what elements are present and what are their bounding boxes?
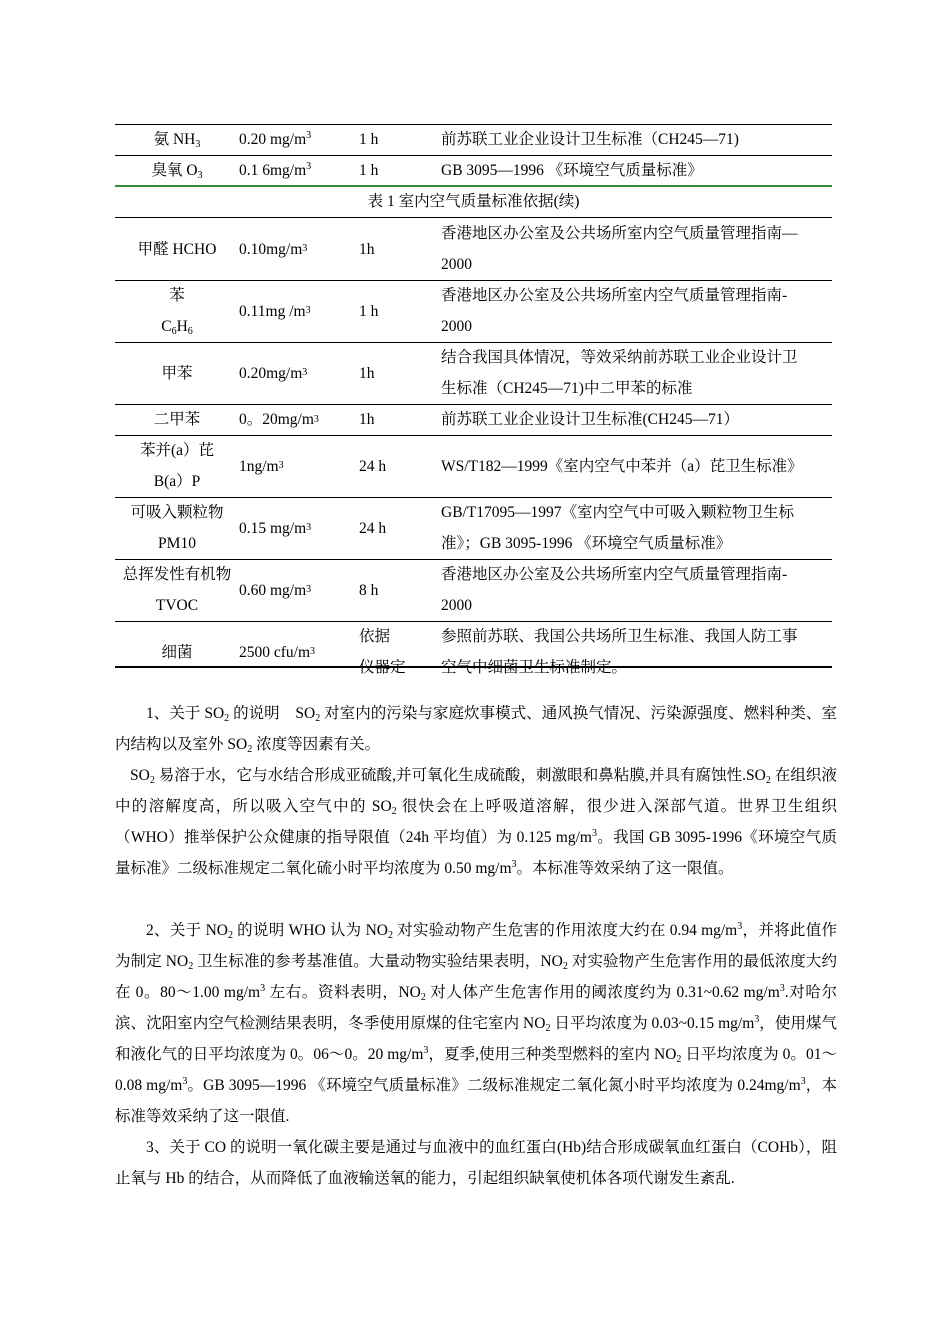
averaging-time: 24 h bbox=[359, 457, 387, 475]
averaging-time: 1h bbox=[359, 411, 375, 428]
averaging-time: 1 h bbox=[359, 131, 379, 148]
standard-basis: 参照前苏联、我国公共场所卫生标准、我国人防工事 bbox=[441, 628, 798, 645]
concentration-value: 2500 cfu/m 3 bbox=[239, 643, 316, 661]
paragraph-so2-intro: 1、关于 $SO_2$ 的说明 $SO_2$ 对室内的污染与家庭炊事模式、通风换气情况、污染源强度、燃料种类、室内结构以及室外 $SO_2$ 浓度等因素有关。 bbox=[115, 705, 837, 755]
substance-name: 可吸入颗粒物 PM10 bbox=[130, 504, 224, 552]
concentration-value: 0.1 6mg/m bbox=[239, 162, 307, 179]
standard-basis: WS/T182—1999《室内空气中苯并（a）芘卫生标准》 bbox=[441, 457, 803, 475]
paragraph-so2-details: $SO_2$ 易溶于水，它与水结合形成亚硫酸,并可氧化生成硫酸，刺激眼和鼻粘膜,并具有腐蚀性$.SO_2$ 在组织液中的溶解度高，所以吸入空气中的 $SO_2$ 很快会在上呼吸道溶解，很少进入深部气道。世界卫生组织（WHO）推举保护公众健康的指导限值（24h 平均值）为 0.125 $mg/m^3$。我国 GB 3095-1996《环境空气质量标准》二级标准规定二氧化硫小时平均浓度为 0.50 $mg/m^3$。本标准等效采纳了这一限值。 bbox=[115, 767, 837, 877]
substance-name: 臭氧 O bbox=[151, 162, 198, 179]
table-row bbox=[115, 218, 832, 280]
table-bottom-rule bbox=[115, 666, 832, 668]
substance-name: 总挥发性有机物 TVOC bbox=[122, 566, 232, 614]
standard-basis: 前苏联工业企业设计卫生标准（CH245—71) bbox=[441, 131, 739, 148]
table-caption: 表 1 室内空气质量标准依据(续) bbox=[367, 193, 580, 210]
averaging-time: 1h bbox=[359, 240, 375, 258]
substance-name: 甲苯 bbox=[161, 364, 193, 382]
table-row: 臭氧 $O_3$ 0.1 $6mg/m^3$ 1 h GB 3095—1996 《环境空气质量标准》 bbox=[115, 155, 832, 186]
table-row bbox=[115, 404, 832, 435]
concentration-value: 0。20mg/m 3 bbox=[239, 411, 319, 428]
table-row bbox=[115, 342, 832, 404]
averaging-time: 1h bbox=[359, 364, 375, 382]
table-row bbox=[115, 497, 832, 559]
substance-name: 氨 NH bbox=[153, 131, 196, 148]
concentration-value: 0.20 mg/m bbox=[239, 131, 307, 148]
averaging-time: 24 h bbox=[359, 519, 387, 537]
concentration-value: 0.10mg/m 3 bbox=[239, 240, 308, 258]
averaging-time: 8 h bbox=[359, 581, 379, 599]
paragraph-co: 3、关于 CO 的说明一氧化碳主要是通过与血液中的血红蛋白(Hb)结合形成碳氧血红蛋白（COHb），阻止氧与 Hb 的结合，从而降低了血液输送氧的能力，引起组织缺氧使机体各项代谢发生紊乱. bbox=[115, 1139, 837, 1187]
standard-basis: GB/T17095—1997《室内空气中可吸入颗粒物卫生标 准》；GB 3095-1996 《环境空气质量标准》 bbox=[441, 504, 795, 552]
standard-basis: 香港地区办公室及公共场所室内空气质量管理指南— 2000 bbox=[441, 225, 798, 273]
substance-name: 二甲苯 bbox=[153, 411, 201, 428]
substance-name: 甲醛 HCHO bbox=[137, 240, 217, 258]
table-row bbox=[115, 435, 832, 497]
concentration-value: 1ng/m 3 bbox=[239, 457, 284, 475]
substance-name: 细菌 bbox=[161, 643, 193, 661]
standard-basis: 香港地区办公室及公共场所室内空气质量管理指南- 2000 bbox=[441, 287, 788, 335]
substance-name: 苯并(a）芘 B(a）P bbox=[139, 442, 215, 490]
concentration-value: 0.60 mg/m 3 bbox=[239, 581, 312, 599]
concentration-value: 0.15 mg/m 3 bbox=[239, 519, 312, 537]
concentration-value: 0.11mg /m 3 bbox=[239, 302, 311, 320]
averaging-time: 依据 bbox=[359, 628, 391, 645]
standard-basis: 结合我国具体情况，等效采纳前苏联工业企业设计卫 生标准（CH245—71)中二甲苯的标准 bbox=[441, 349, 798, 397]
standard-basis: 香港地区办公室及公共场所室内空气质量管理指南- 2000 bbox=[441, 566, 788, 614]
table-row: 氨 $NH_3$ 0.20 $mg/m^3$ 1 h 前苏联工业企业设计卫生标准（CH245—71) bbox=[115, 124, 832, 155]
table-row bbox=[115, 621, 832, 683]
averaging-time: 1 h bbox=[359, 302, 379, 320]
averaging-time: 1 h bbox=[359, 162, 379, 179]
paragraph-no2: 2、关于 $NO_2$ 的说明 WHO 认为 $NO_2$ 对实验动物产生危害的作用浓度大约在 0.94 $mg/m^3$，并将此值作为制定 $NO_2$ 卫生标准的参考基准值。大量动物实验结果表明，$NO_2$ 对实验物产生危害作用的最低浓度大约在 0。80～1.00 $mg/m^3$ 左右。资料表明，$NO_2$ 对人体产生危害作用的阈浓度约为 0.31~0.62 $mg/m^3$.对哈尔滨、沈阳室内空气检测结果表明，冬季使用原煤的住宅室内 $NO_2$ 日平均浓度为 0.03~0.15 $mg/m^3$，使用煤气和液化气的日平均浓度为 0。06～0。20 $mg/m^3$，夏季,使用三种类型燃料的室内 $NO_2$ 日平均浓度为 0。01～0.08 $mg/m^3$。GB 3095—1996 《环境空气质量标准》二级标准规定二氧化氮小时平均浓度为 $0.24mg/m^3$，本标准等效采纳了这一限值. bbox=[115, 921, 838, 1125]
standard-basis: 前苏联工业企业设计卫生标准(CH245—71） bbox=[441, 411, 739, 428]
concentration-value: 0.20mg/m 3 bbox=[239, 364, 308, 382]
substance-name: 苯 $C_6H_6$ bbox=[161, 287, 193, 337]
table-row bbox=[115, 280, 832, 342]
table-row bbox=[115, 559, 832, 621]
standard-basis: GB 3095—1996 《环境空气质量标准》 bbox=[441, 162, 703, 179]
